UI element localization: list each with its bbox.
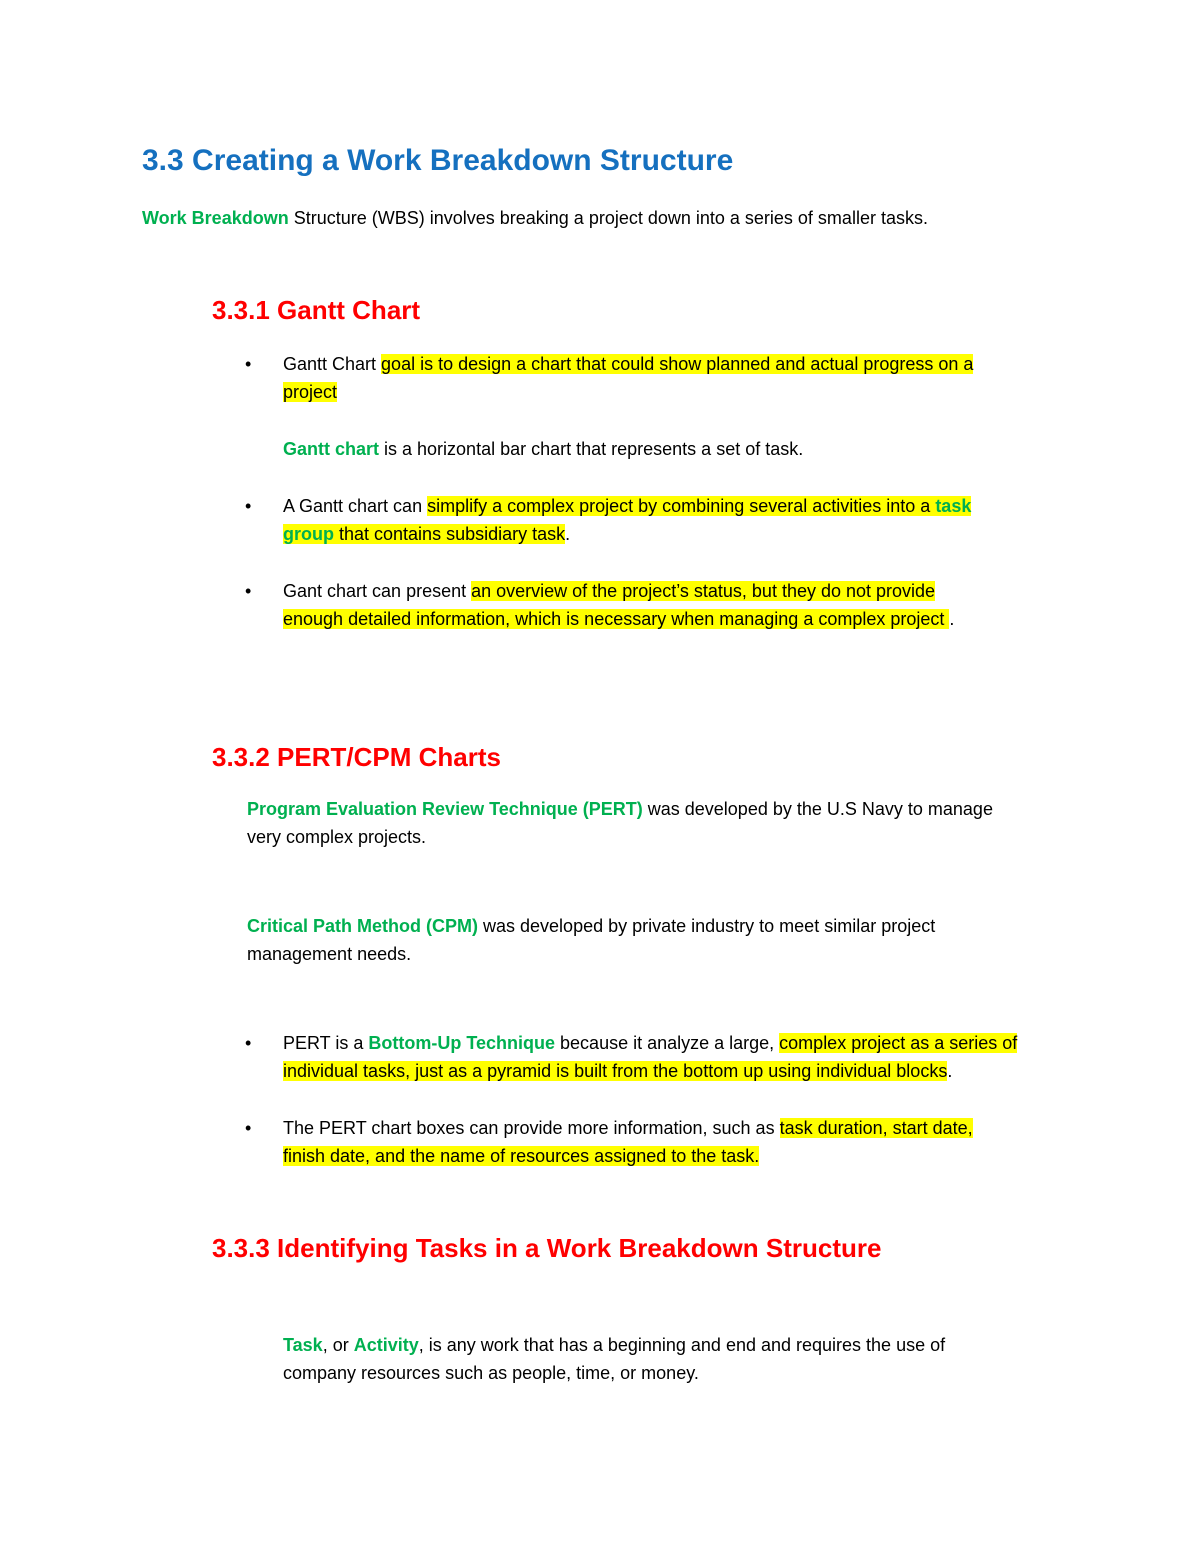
- key-term: Critical Path Method (CPM): [247, 916, 479, 936]
- pert-bullet-2-line-1: [283, 1114, 973, 1142]
- pert-bullet-2-line-2: [283, 1142, 759, 1170]
- highlighted-text: complex project as a series of: [779, 1033, 1018, 1053]
- bullet-icon: •: [245, 354, 252, 374]
- gantt-bullet-1-line-2: [283, 378, 337, 406]
- key-term: Gantt chart: [283, 439, 380, 459]
- pert-paragraph-1-line-2: very complex projects.: [247, 827, 427, 847]
- highlighted-text: an overview of the project’s status, but they do not provide: [471, 581, 936, 601]
- key-term: task: [935, 496, 972, 516]
- intro-text: Structure (WBS) involves breaking a project down into a series of smaller tasks.: [288, 208, 928, 228]
- bullet-icon: •: [245, 496, 252, 516]
- key-term: Bottom-Up Technique: [368, 1033, 556, 1053]
- text: was developed by private industry to meet similar project: [478, 916, 936, 936]
- key-term: Task: [283, 1335, 323, 1355]
- text: because it analyze a large,: [555, 1033, 780, 1053]
- highlighted-text: task duration, start date,: [779, 1118, 973, 1138]
- highlighted-text: enough detailed information, which is necessary when managing a complex project: [283, 609, 950, 629]
- text: A Gantt chart can: [283, 496, 428, 516]
- text: was developed by the U.S Navy to manage: [642, 799, 993, 819]
- highlighted-text: that contains subsidiary task: [334, 524, 566, 544]
- bullet-icon: •: [245, 1118, 252, 1138]
- pert-paragraph-1-line-1: [247, 795, 993, 823]
- pert-bullet-1-line-2: [283, 1057, 952, 1085]
- highlighted-text: simplify a complex project by combining several activities into a: [427, 496, 936, 516]
- gantt-bullet-3-line-2: [283, 605, 954, 633]
- text: .: [947, 1061, 953, 1081]
- highlighted-text: project: [283, 382, 338, 402]
- text: , or: [322, 1335, 354, 1355]
- text: .: [565, 524, 571, 544]
- gantt-bullet-1-line-1: [283, 350, 973, 378]
- section-heading-pert: 3.3.2 PERT/CPM Charts: [212, 742, 501, 772]
- highlighted-text: goal is to design a chart that could show planned and actual progress on a: [381, 354, 974, 374]
- key-term: group: [283, 524, 334, 544]
- cpm-paragraph-line-1: [247, 912, 935, 940]
- gantt-bullet-2-line-1: [283, 492, 971, 520]
- cpm-paragraph-line-2: management needs.: [247, 944, 412, 964]
- text: .: [949, 609, 955, 629]
- key-term: Program Evaluation Review Technique (PERT): [247, 799, 643, 819]
- highlighted-text: individual tasks, just as a pyramid is built from the bottom up using individual blocks: [283, 1061, 948, 1081]
- page-title: 3.3 Creating a Work Breakdown Structure: [142, 144, 734, 177]
- gantt-bullet-2-line-2: [283, 520, 570, 548]
- tasks-paragraph-line-2: company resources such as people, time, or money.: [283, 1363, 699, 1383]
- key-term: Work Breakdown: [142, 208, 289, 228]
- tasks-paragraph-line-1: [283, 1331, 945, 1359]
- section-heading-tasks: 3.3.3 Identifying Tasks in a Work Breakdown Structure: [212, 1233, 882, 1263]
- bullet-icon: •: [245, 1033, 252, 1053]
- text: Gant chart can present: [283, 581, 472, 601]
- key-term: Activity: [353, 1335, 419, 1355]
- section-heading-gantt: 3.3.1 Gantt Chart: [212, 295, 421, 325]
- pert-bullet-1-line-1: [283, 1029, 1017, 1057]
- text: , is any work that has a beginning and end and requires the use of: [418, 1335, 946, 1355]
- intro-paragraph: [142, 204, 928, 232]
- text: The PERT chart boxes can provide more information, such as: [283, 1118, 780, 1138]
- gantt-bullet-3-line-1: [283, 577, 935, 605]
- text: is a horizontal bar chart that represents a set of task.: [379, 439, 804, 459]
- highlighted-text: finish date, and the name of resources assigned to the task.: [283, 1146, 760, 1166]
- gantt-definition: [283, 435, 803, 463]
- bullet-icon: •: [245, 581, 252, 601]
- text: PERT is a: [283, 1033, 369, 1053]
- text: Gantt Chart: [283, 354, 382, 374]
